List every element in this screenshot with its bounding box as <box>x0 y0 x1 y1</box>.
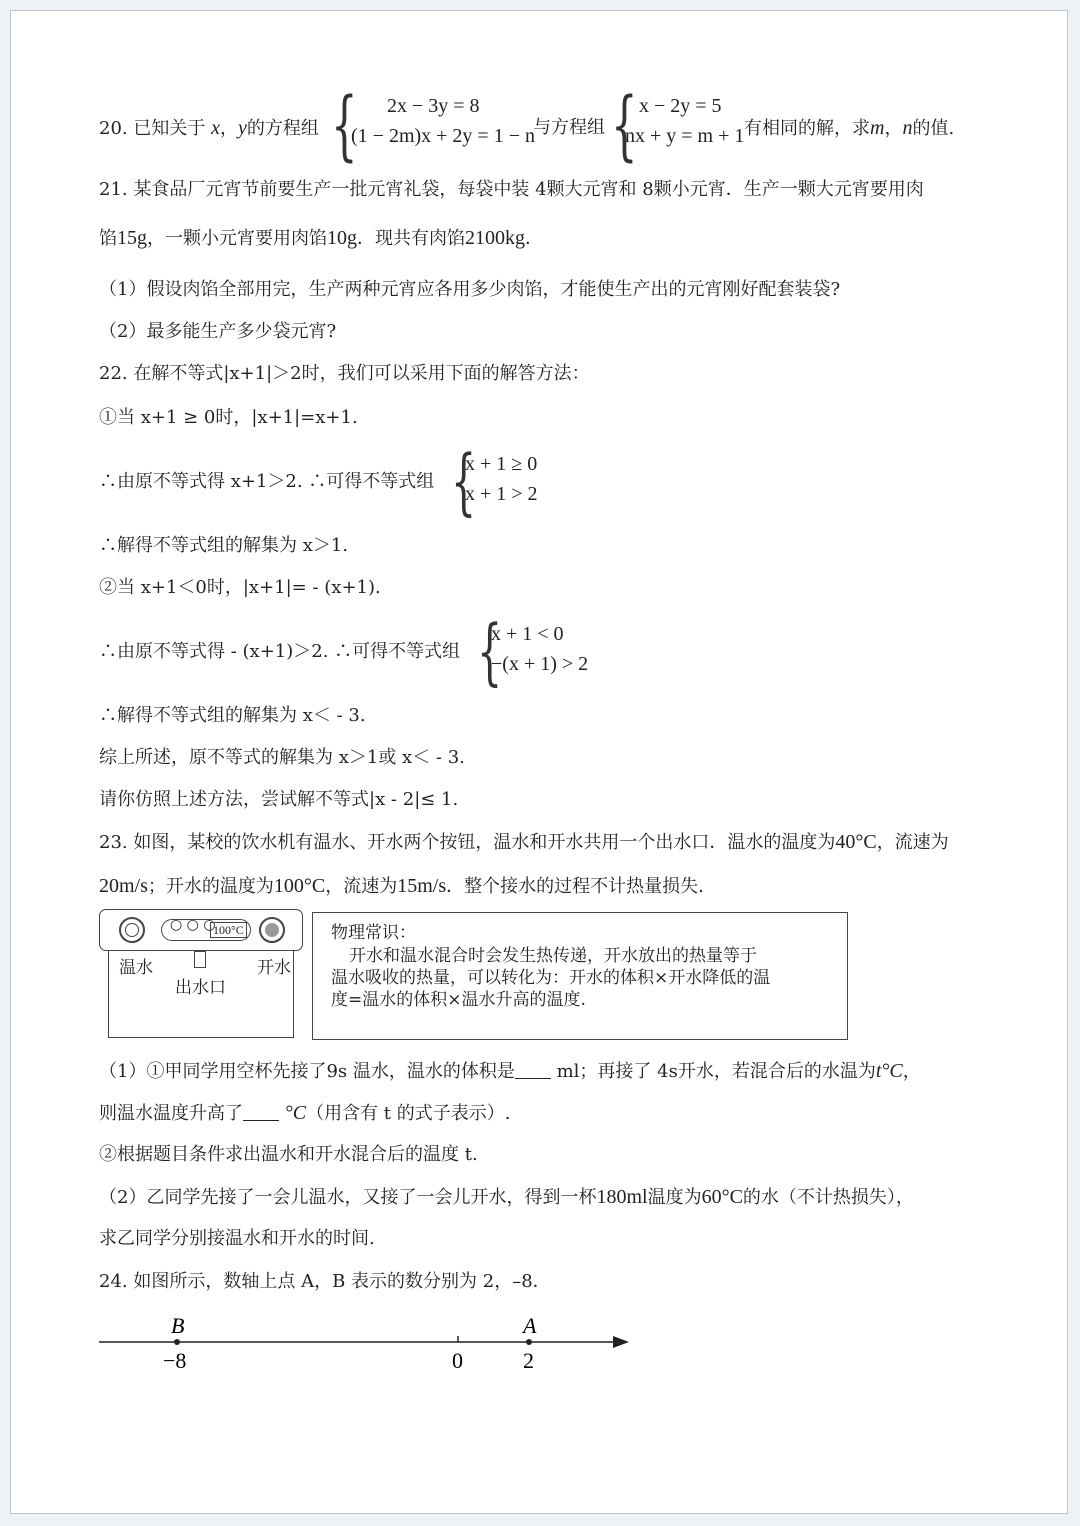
knowledge-title: 物理常识： <box>331 923 416 943</box>
q20-sys1-row1: 2x − 3y = 8 <box>387 95 480 117</box>
point-B <box>174 1339 180 1345</box>
q20-brace-2: { <box>611 80 638 169</box>
q21-part2: （2）最多能生产多少袋元宵? <box>99 321 337 342</box>
hot-button-fill <box>265 923 279 937</box>
warm-button-inner <box>125 923 139 937</box>
q21-line2: 馅15g，一颗小元宵要用肉馅10g．现共有肉馅2100kg． <box>99 227 543 249</box>
temperature-display-panel <box>161 919 251 941</box>
q22-step1: ∴由原不等式得 x+1＞2. ∴可得不等式组 <box>99 471 435 492</box>
answer-blank-volume[interactable] <box>515 1062 551 1079</box>
knowledge-line1: 开水和温水混合时会发生热传递，开水放出的热量等于 <box>349 946 757 966</box>
q23-part2: （2）乙同学先接了一会儿温水，又接了一会儿开水，得到一杯180ml温度为60°C的水（不计热损失）， <box>99 1186 914 1208</box>
q23-part1-line2: 则温水温度升高了 °C（用含有 t 的式子表示）. <box>99 1102 511 1124</box>
temperature-display: 100°C <box>210 922 247 938</box>
hot-water-button[interactable] <box>259 917 285 943</box>
q22-solution1: ∴解得不等式组的解集为 x＞1. <box>99 535 349 556</box>
q22-system-2 <box>491 619 588 679</box>
q22-case1: ①当 x+1 ≥ 0时，|x+1|=x+1. <box>99 407 358 428</box>
q23-line2: 20m/s；开水的温度为100°C，流速为15m/s．整个接水的过程不计热量损失. <box>99 875 704 897</box>
label-B: B <box>171 1313 185 1338</box>
q20-system-1 <box>351 91 535 151</box>
outlet-label: 出水口 <box>175 978 226 998</box>
q23-line1: 23. 如图，某校的饮水机有温水、开水两个按钮，温水和开水共用一个出水口．温水的温度为40°C，流速为 <box>99 831 949 853</box>
q22-task: 请你仿照上述方法，尝试解不等式|x - 2|≤ 1. <box>99 789 459 810</box>
tick-label-0: 0 <box>452 1348 463 1373</box>
warm-water-label: 温水 <box>119 958 153 978</box>
hot-water-label: 开水 <box>257 958 291 978</box>
q20-system-2 <box>625 91 744 151</box>
q20-sys2-row1: x − 2y = 5 <box>639 95 722 117</box>
q21-part1: （1）假设肉馅全部用完，生产两种元宵应各用多少肉馅，才能使生产出的元宵刚好配套装袋? <box>99 279 841 300</box>
q23-part1-2: ②根据题目条件求出温水和开水混合后的温度 t. <box>99 1144 478 1165</box>
worksheet-page <box>10 10 1068 1514</box>
q20-sys2-row2: nx + y = m + 1 <box>625 125 745 147</box>
q22-sys2-row1: x + 1 < 0 <box>491 623 564 645</box>
knowledge-line2: 温水吸收的热量，可以转化为：开水的体积×开水降低的温 <box>331 968 771 988</box>
q21-line1: 21. 某食品厂元宵节前要生产一批元宵礼袋，每袋中装 4颗大元宵和 8颗小元宵．生产一颗大元宵要用肉 <box>99 179 924 200</box>
number-line-arrow <box>613 1336 629 1348</box>
water-outlet <box>194 951 206 968</box>
warm-water-button[interactable] <box>119 917 145 943</box>
label-A: A <box>523 1313 537 1338</box>
tick-label-B: −8 <box>163 1348 187 1373</box>
q22-brace-1: { <box>451 439 477 523</box>
number-line <box>91 1311 651 1381</box>
q22-step2: ∴由原不等式得 - (x+1)＞2. ∴可得不等式组 <box>99 641 461 662</box>
q20-suffix: 有相同的解，求m，n的值. <box>744 117 955 139</box>
q24-line1: 24. 如图所示，数轴上点 A，B 表示的数分别为 2，–8． <box>99 1271 551 1292</box>
q22-sys2-row2: −(x + 1) > 2 <box>491 653 589 675</box>
indicator-dots: ○ ○ ○ <box>170 917 216 933</box>
q20-brace-1: { <box>331 80 358 169</box>
knowledge-line3: 度=温水的体积×温水升高的温度. <box>331 990 586 1010</box>
q22-case2: ②当 x+1＜0时，|x+1|= - (x+1). <box>99 577 381 598</box>
q23-part2-line2: 求乙同学分别接温水和开水的时间. <box>99 1228 375 1249</box>
q20-sys1-row2: (1 − 2m)x + 2y = 1 − n <box>351 125 535 147</box>
q22-sys1-row2: x + 1 > 2 <box>465 483 538 505</box>
q22-line1: 22. 在解不等式|x+1|＞2时，我们可以采用下面的解答方法： <box>99 363 590 384</box>
answer-blank-temperature[interactable] <box>243 1104 279 1121</box>
q20-connector: 与方程组 <box>533 117 605 138</box>
q22-solution2: ∴解得不等式组的解集为 x＜ - 3. <box>99 705 366 726</box>
q22-summary: 综上所述，原不等式的解集为 x＞1或 x＜ - 3. <box>99 747 465 768</box>
tick-label-A: 2 <box>523 1348 534 1373</box>
q22-brace-2: { <box>477 609 503 693</box>
q20-stem: 20. 已知关于 x，y的方程组 <box>99 117 319 139</box>
q23-part1: （1）①甲同学用空杯先接了9s 温水，温水的体积是 ml；再接了 4s开水，若混合后的水温为t°C， <box>99 1060 921 1082</box>
point-A <box>526 1339 532 1345</box>
q22-sys1-row1: x + 1 ≥ 0 <box>465 453 538 475</box>
q22-system-1 <box>465 449 538 509</box>
